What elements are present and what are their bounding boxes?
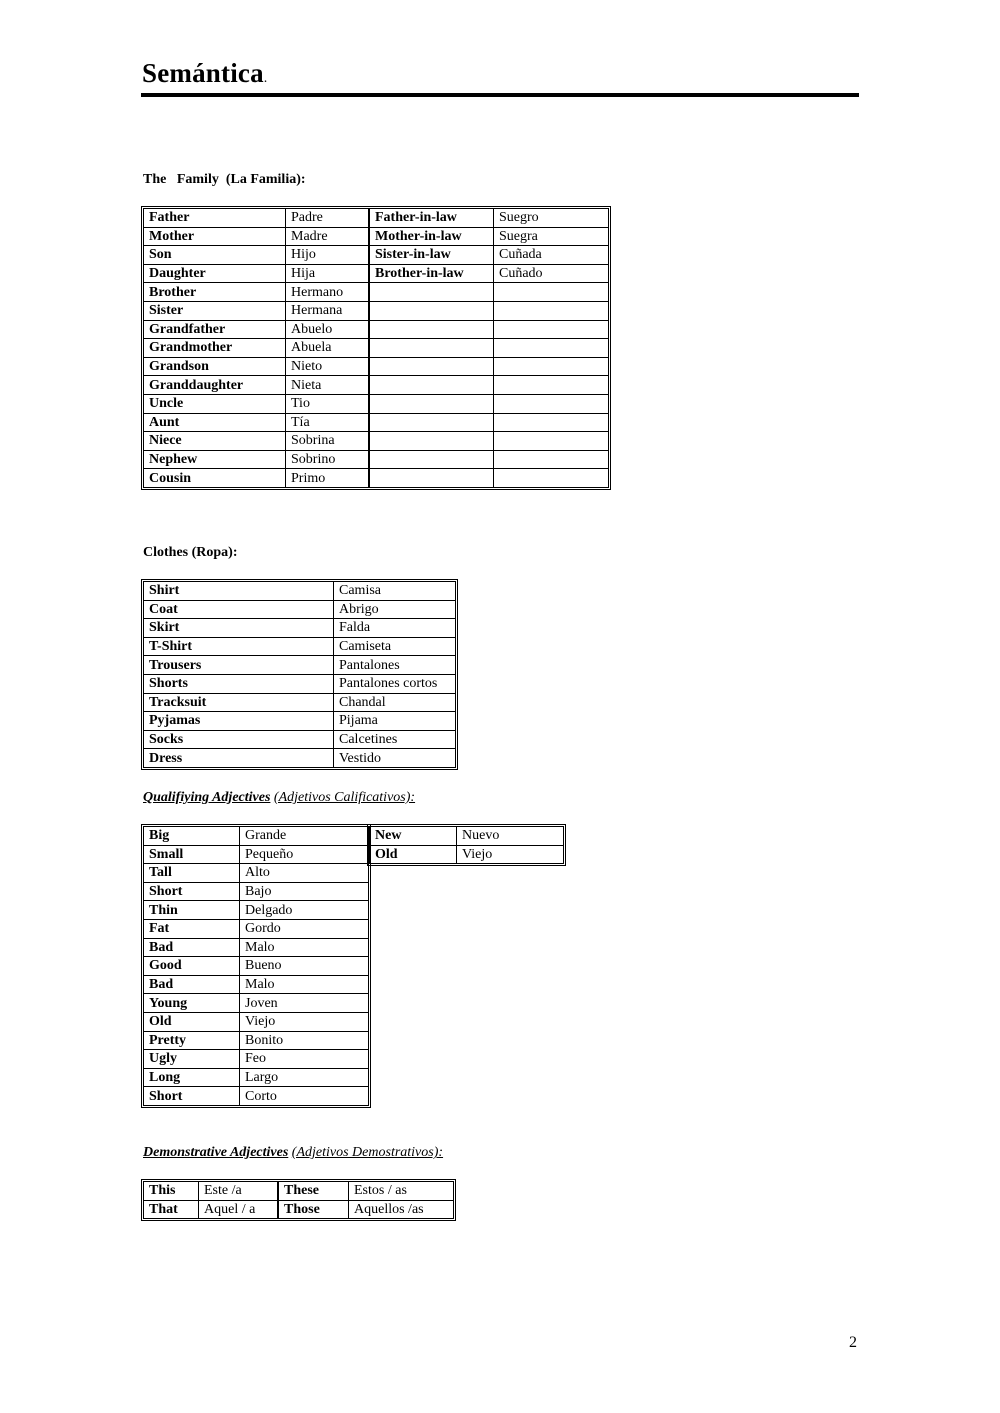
english-term: Bad <box>144 939 240 958</box>
english-term: These <box>279 1182 349 1201</box>
english-term: Aunt <box>144 414 286 433</box>
demonstrative-table <box>143 1181 454 1219</box>
spanish-term: Corto <box>245 1088 277 1104</box>
spanish-term: Bueno <box>240 957 368 976</box>
english-term <box>370 414 494 433</box>
english-term <box>370 321 494 340</box>
table-row <box>144 209 608 228</box>
spanish-term: Pantalones cortos <box>334 675 455 694</box>
english-term: Tall <box>144 864 240 883</box>
spanish-term: Suegro <box>494 209 608 228</box>
english-term: Mother <box>144 228 286 247</box>
spanish-term: Pequeño <box>240 846 368 865</box>
spanish-term <box>494 414 608 433</box>
spanish-term: Tio <box>286 395 370 414</box>
spanish-term: Aquel / a <box>199 1201 279 1219</box>
spanish-term: Pijama <box>334 712 455 731</box>
english-term <box>370 302 494 321</box>
english-term: Good <box>144 957 240 976</box>
english-term: Long <box>144 1069 240 1088</box>
spanish-term: Suegra <box>494 228 608 247</box>
english-term: Grandson <box>144 358 286 377</box>
english-term: Mother-in-law <box>370 228 494 247</box>
table-row <box>144 339 608 358</box>
spanish-term <box>494 283 608 302</box>
table-row <box>144 731 455 750</box>
spanish-term: Camisa <box>334 582 455 601</box>
spanish-term: Bonito <box>240 1032 368 1051</box>
table-row <box>144 246 608 265</box>
spanish-term: Falda <box>334 619 455 638</box>
table-row <box>144 883 368 902</box>
english-term: Dress <box>144 749 334 767</box>
page-title: Semántica. <box>142 58 268 88</box>
spanish-term: Malo <box>240 939 368 958</box>
table-row <box>144 749 455 767</box>
spanish-term <box>494 451 608 470</box>
spanish-term <box>494 432 608 451</box>
spanish-term: Delgado <box>240 901 368 920</box>
table-row <box>144 827 368 846</box>
spanish-term: Hijo <box>286 246 370 265</box>
english-term: Those <box>279 1201 349 1219</box>
english-term: Grandfather <box>144 321 286 340</box>
english-term: Socks <box>144 731 334 750</box>
spanish-term: Cuñada <box>494 246 608 265</box>
english-term: Daughter <box>144 265 286 284</box>
table-row <box>144 1201 453 1219</box>
spanish-term: Viejo <box>462 846 493 862</box>
table-row <box>144 1013 368 1032</box>
spanish-term: Camiseta <box>334 638 455 657</box>
english-term: This <box>144 1182 199 1201</box>
english-term: Old <box>144 1013 240 1032</box>
spanish-term: Tía <box>286 414 370 433</box>
table-row <box>144 414 608 433</box>
spanish-term: Vestido <box>339 750 381 766</box>
demonstrative-heading <box>143 1145 443 1161</box>
spanish-term: Largo <box>240 1069 368 1088</box>
spanish-term <box>494 395 608 414</box>
english-term: Fat <box>144 920 240 939</box>
english-term <box>370 395 494 414</box>
english-term: Coat <box>144 601 334 620</box>
table-row <box>144 712 455 731</box>
table-row <box>144 675 455 694</box>
table-row <box>144 265 608 284</box>
english-term: Cousin <box>144 469 286 487</box>
table-row <box>144 395 608 414</box>
spanish-term: Bajo <box>240 883 368 902</box>
english-term <box>370 432 494 451</box>
table-row <box>144 619 455 638</box>
table-row <box>144 939 368 958</box>
english-term <box>370 283 494 302</box>
table-row <box>144 228 608 247</box>
english-term: Sister-in-law <box>370 246 494 265</box>
table-row <box>144 432 608 451</box>
table-row <box>144 582 455 601</box>
title-rule <box>141 93 859 97</box>
table-row <box>144 1032 368 1051</box>
clothes-table <box>143 581 456 768</box>
english-term: T-Shirt <box>144 638 334 657</box>
demonstrative-heading-bold: Demonstrative Adjectives <box>143 1145 289 1160</box>
spanish-term: Sobrino <box>286 451 370 470</box>
english-term: New <box>370 827 457 846</box>
english-term: Short <box>144 883 240 902</box>
qualifying-side-table <box>369 826 564 864</box>
table-row <box>144 1087 368 1105</box>
table-row <box>144 994 368 1013</box>
table-row <box>144 901 368 920</box>
spanish-term: Padre <box>286 209 370 228</box>
table-row <box>144 957 368 976</box>
english-term: Son <box>144 246 286 265</box>
table-row <box>144 451 608 470</box>
english-term: Short <box>144 1087 240 1105</box>
table-row <box>144 976 368 995</box>
english-term: Niece <box>144 432 286 451</box>
table-row <box>144 846 368 865</box>
english-term <box>370 376 494 395</box>
spanish-term <box>494 358 608 377</box>
table-row <box>144 283 608 302</box>
spanish-term <box>494 469 608 487</box>
page-number: 2 <box>849 1334 857 1351</box>
clothes-heading: Clothes (Ropa): <box>143 545 238 560</box>
english-term: Shorts <box>144 675 334 694</box>
english-term: Pretty <box>144 1032 240 1051</box>
english-term: Shirt <box>144 582 334 601</box>
table-row <box>144 321 608 340</box>
spanish-term: Chandal <box>334 694 455 713</box>
spanish-term: Nieto <box>286 358 370 377</box>
spanish-term <box>494 302 608 321</box>
spanish-term <box>494 339 608 358</box>
spanish-term <box>494 321 608 340</box>
english-term: Tracksuit <box>144 694 334 713</box>
spanish-term: Madre <box>286 228 370 247</box>
qualifying-heading-bold: Qualifiying Adjectives <box>143 790 271 805</box>
english-term: Granddaughter <box>144 376 286 395</box>
english-term: Bad <box>144 976 240 995</box>
qualifying-heading-normal: (Adjetivos Calificativos): <box>273 790 416 805</box>
table-row <box>144 1050 368 1069</box>
table-row <box>144 1069 368 1088</box>
spanish-term: Abuelo <box>286 321 370 340</box>
english-term: Trousers <box>144 656 334 675</box>
table-row <box>144 302 608 321</box>
table-row <box>144 656 455 675</box>
table-row <box>144 358 608 377</box>
english-term <box>370 339 494 358</box>
spanish-term: Hija <box>286 265 370 284</box>
english-term: Brother <box>144 283 286 302</box>
english-term: Father <box>144 209 286 228</box>
spanish-term: Abrigo <box>334 601 455 620</box>
table-row <box>370 846 563 864</box>
spanish-term: Sobrina <box>286 432 370 451</box>
english-term: Old <box>370 846 457 864</box>
english-term: Ugly <box>144 1050 240 1069</box>
spanish-term: Gordo <box>240 920 368 939</box>
spanish-term: Nieta <box>286 376 370 395</box>
spanish-term: Hermano <box>286 283 370 302</box>
table-row <box>370 827 563 846</box>
title-dot: . <box>263 71 268 86</box>
table-row <box>144 694 455 713</box>
table-row <box>144 376 608 395</box>
english-term: Pyjamas <box>144 712 334 731</box>
table-row <box>144 601 455 620</box>
spanish-term: Aquellos /as <box>354 1201 424 1217</box>
table-row <box>144 469 608 487</box>
english-term <box>370 358 494 377</box>
english-term: Skirt <box>144 619 334 638</box>
spanish-term: Hermana <box>286 302 370 321</box>
english-term: That <box>144 1201 199 1219</box>
english-term: Father-in-law <box>370 209 494 228</box>
english-term: Brother-in-law <box>370 265 494 284</box>
spanish-term: Alto <box>240 864 368 883</box>
spanish-term: Este /a <box>199 1182 279 1201</box>
english-term: Uncle <box>144 395 286 414</box>
english-term: Small <box>144 846 240 865</box>
spanish-term: Pantalones <box>334 656 455 675</box>
english-term <box>370 451 494 470</box>
table-row <box>144 638 455 657</box>
english-term: Nephew <box>144 451 286 470</box>
qualifying-heading <box>143 790 415 806</box>
spanish-term: Viejo <box>240 1013 368 1032</box>
table-row <box>144 920 368 939</box>
spanish-term: Nuevo <box>457 827 563 846</box>
spanish-term: Joven <box>240 994 368 1013</box>
spanish-term: Malo <box>240 976 368 995</box>
spanish-term: Grande <box>240 827 368 846</box>
spanish-term <box>494 376 608 395</box>
english-term <box>370 469 494 487</box>
spanish-term: Abuela <box>286 339 370 358</box>
family-table <box>143 208 609 488</box>
spanish-term: Feo <box>240 1050 368 1069</box>
spanish-term: Estos / as <box>349 1182 453 1201</box>
demonstrative-heading-normal: (Adjetivos Demostrativos): <box>291 1145 444 1160</box>
spanish-term: Primo <box>286 469 370 487</box>
english-term: Grandmother <box>144 339 286 358</box>
family-heading: The Family (La Familia): <box>143 172 306 187</box>
qualifying-table <box>143 826 369 1106</box>
spanish-term: Cuñado <box>494 265 608 284</box>
english-term: Thin <box>144 901 240 920</box>
table-row <box>144 864 368 883</box>
table-row <box>144 1182 453 1201</box>
english-term: Young <box>144 994 240 1013</box>
english-term: Sister <box>144 302 286 321</box>
spanish-term: Calcetines <box>334 731 455 750</box>
english-term: Big <box>144 827 240 846</box>
